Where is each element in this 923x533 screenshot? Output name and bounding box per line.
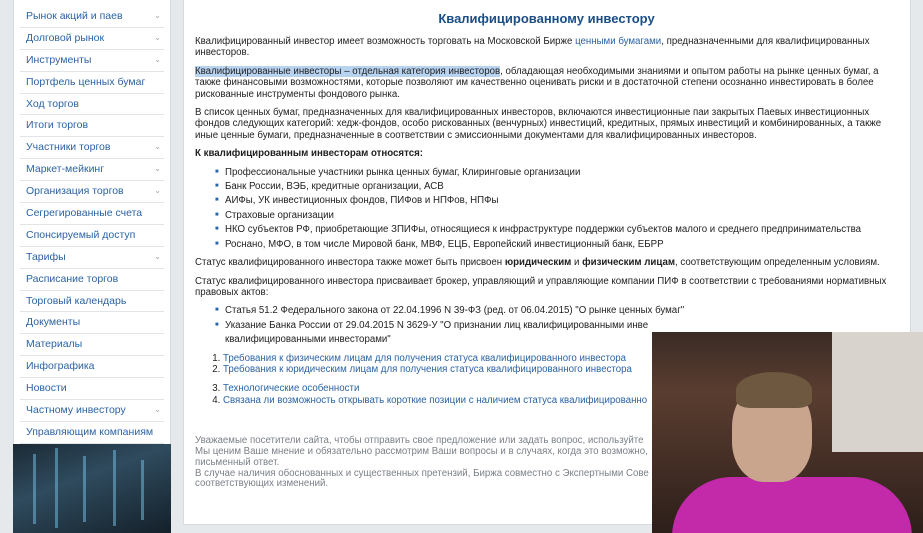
menu-divider — [20, 399, 164, 400]
sidebar-item[interactable] — [14, 7, 170, 26]
status-text-and: и — [571, 257, 583, 269]
legal-entities-text: юридическим — [504, 257, 572, 269]
qualified-list-heading: К квалифицированным инвесторам относятся: — [195, 148, 423, 160]
sidebar-item[interactable] — [14, 401, 170, 420]
status-paragraph — [195, 257, 898, 268]
chevron-down-icon[interactable]: ⌄ — [154, 142, 161, 152]
menu-divider — [20, 114, 164, 115]
sidebar-item-label: Документы — [26, 316, 81, 329]
sidebar-item[interactable] — [14, 73, 170, 92]
list-item: ■ Банк России, ВЭБ, кредитные организации, АСВ — [225, 181, 898, 192]
sidebar-item[interactable] — [14, 423, 170, 442]
sidebar-item-label: Долговой рынок — [26, 31, 105, 44]
securities-link[interactable]: ценными бумагами — [575, 36, 662, 47]
sidebar-item[interactable] — [14, 138, 170, 157]
sidebar-item-label: Рынок акций и паев — [26, 10, 123, 22]
menu-divider — [20, 93, 164, 94]
sidebar-item-label: Сегрегированные счета — [26, 207, 143, 220]
sidebar-item[interactable] — [14, 182, 170, 201]
intro-paragraph — [195, 36, 898, 59]
broker-paragraph: Статус квалифицированного инвестора присваивает брокер, управляющий и управляющие компании ПИФ в соответствии с требованиями нормативных правовых актов: — [195, 275, 887, 298]
definition-paragraph — [195, 66, 898, 100]
definition-text: , обладающая необходимыми знаниями и опытом работы на рынке ценных бумаг, а также финансовыми возможностями, которые позволяют им качественно оценивать риски и в достаточной степени осознанно инвестировать в более рискованные инструменты фондового рынка. — [195, 65, 879, 100]
qualified-investors-list — [195, 167, 898, 250]
menu-divider — [20, 158, 164, 159]
sidebar-item[interactable] — [14, 335, 170, 354]
sidebar-item-label: Портфель ценных бумаг — [26, 75, 146, 88]
sidebar-item-label: Частному инвестору — [26, 404, 126, 417]
individuals-text: физическим лицам — [582, 257, 676, 269]
feedback-note-line: В случае наличия обоснованных и существенных претензий, Биржа совместно с Экспертными Сове — [195, 467, 649, 479]
feedback-note-line: Мы ценим Ваше мнение и обязательно рассмотрим Ваши вопросы и в случаях, когда это возможно, — [195, 445, 648, 457]
sidebar-item[interactable] — [14, 116, 170, 135]
sidebar-item-label: Расписание торгов — [26, 272, 119, 285]
chevron-down-icon[interactable]: ⌄ — [154, 405, 161, 415]
sidebar-item[interactable] — [14, 160, 170, 179]
sidebar-item-label: Материалы — [26, 338, 83, 351]
faq-item-link[interactable]: Связана ли возможность открывать короткие позиции с наличием статуса квалифицированно — [223, 394, 648, 406]
intro-text: Квалифицированный инвестор имеет возможность торговать на Московской Бирже — [195, 36, 576, 47]
sidebar-item-label: Ход торгов — [26, 97, 79, 110]
sidebar — [13, 0, 171, 533]
requirements-item-link[interactable]: Требования к юридическим лицам для получения статуса квалифицированного инвестора — [223, 363, 632, 375]
menu-divider — [20, 224, 164, 225]
menu-divider — [20, 136, 164, 137]
page-title: Квалифицированному инвестору — [438, 11, 655, 26]
sidebar-item[interactable] — [14, 204, 170, 223]
chevron-down-icon[interactable]: ⌄ — [154, 186, 161, 196]
list-item: ■ АИФы, УК инвестиционных фондов, ПИФов и НПФов, НПФы — [225, 195, 898, 206]
list-item: ■ Роснано, МФО, в том числе Мировой банк, МВФ, ЕЦБ, Европейский инвестиционный банк, ЕБРР — [225, 239, 898, 250]
requirements-item-link[interactable]: Требования к физическим лицам для получения статуса квалифицированного инвестора — [223, 352, 627, 364]
sidebar-item[interactable] — [14, 226, 170, 245]
sidebar-item-label: Торговый календарь — [26, 294, 127, 307]
sidebar-item-label: Инфографика — [26, 360, 95, 373]
sidebar-item-label: Маркет-мейкинг — [26, 163, 105, 176]
chevron-down-icon[interactable]: ⌄ — [154, 32, 161, 42]
status-text-end: , соответствующим определенным условиям. — [675, 257, 880, 269]
menu-divider — [20, 246, 164, 247]
sidebar-item-label: Тарифы — [26, 250, 66, 263]
faq-item-link[interactable]: Технологические особенности — [223, 383, 360, 395]
webcam-overlay-image — [652, 332, 923, 533]
sidebar-item-label: Инструменты — [26, 53, 92, 66]
sidebar-item[interactable] — [14, 292, 170, 311]
sidebar-item[interactable] — [14, 270, 170, 289]
sidebar-item[interactable] — [14, 379, 170, 398]
intro-text-end: , предназначенными для квалифицированных инвесторов. — [195, 36, 870, 59]
status-text: Статус квалифицированного инвестора также может быть присвоен — [195, 257, 505, 269]
sidebar-item[interactable] — [14, 313, 170, 332]
sidebar-item-label: Спонсируемый доступ — [26, 228, 136, 241]
sidebar-item[interactable] — [14, 51, 170, 70]
list-item: квалифицированными инвесторами" — [225, 334, 391, 346]
promo-banner-image[interactable] — [13, 444, 171, 533]
feedback-note-line: письменный ответ. — [195, 456, 280, 468]
menu-divider — [20, 49, 164, 50]
sidebar-item[interactable] — [14, 357, 170, 376]
sidebar-menu — [13, 0, 171, 491]
list-item: ■ Статья 51.2 Федерального закона от 22.04.1996 N 39-ФЗ (ред. от 06.04.2015) "О рынке ценных бумаг" — [225, 305, 898, 316]
menu-divider — [20, 180, 164, 181]
menu-divider — [20, 333, 164, 334]
chevron-down-icon[interactable]: ⌄ — [154, 54, 161, 64]
sidebar-item-label: Новости — [26, 382, 67, 395]
list-item: ■ Страховые организации — [225, 210, 898, 221]
menu-divider — [20, 355, 164, 356]
sidebar-item-label: Итоги торгов — [26, 119, 89, 132]
list-item: ■ Профессиональные участники рынка ценных бумаг, Клиринговые организации — [225, 167, 898, 178]
sidebar-item-label: Участники торгов — [26, 141, 111, 154]
menu-divider — [20, 202, 164, 203]
list-item: ■ НКО субъектов РФ, приобретающие ЗПИФы, относящиеся к инфраструктуре поддержки субъектов малого и среднего предпринимательства — [225, 224, 898, 235]
menu-divider — [20, 27, 164, 28]
sidebar-item-label: Управляющим компаниям — [26, 425, 154, 438]
feedback-note-line: соответствующих изменений. — [195, 478, 329, 490]
menu-divider — [20, 268, 164, 269]
menu-divider — [20, 421, 164, 422]
sidebar-item-label: Организация торгов — [26, 185, 124, 198]
menu-divider — [20, 71, 164, 72]
menu-divider — [20, 290, 164, 291]
chevron-down-icon[interactable]: ⌄ — [154, 251, 161, 261]
sidebar-item[interactable] — [14, 95, 170, 114]
selected-text[interactable]: Квалифицированные инвесторы – отдельная категория инвесторов — [195, 65, 501, 77]
menu-divider — [20, 311, 164, 312]
chevron-down-icon[interactable]: ⌄ — [154, 11, 161, 20]
securities-list-paragraph: В список ценных бумаг, предназначенных для квалифицированных инвесторов, включаются инвестиционные паи закрытых Паевых инвестиционных фондов следующих категорий: хедж-фондов, особо рискованных (венчурных) инвестиций, кредитных, прямых инвестиций и комбинированных, а также иные ценные бумаги, предназначенные в соответствии с эмиссионными документами для квалифицированных инвесторов. — [195, 107, 882, 141]
sidebar-item[interactable] — [14, 29, 170, 48]
feedback-note-line: Уважаемые посетители сайта, чтобы отправить свое предложение или задать вопрос, используйте — [195, 435, 644, 447]
list-item: ■ Указание Банка России от 29.04.2015 N 3629-У "О признании лиц квалифицированными инве — [225, 320, 898, 331]
sidebar-item[interactable] — [14, 248, 170, 267]
chevron-down-icon[interactable]: ⌄ — [154, 164, 161, 174]
menu-divider — [20, 377, 164, 378]
